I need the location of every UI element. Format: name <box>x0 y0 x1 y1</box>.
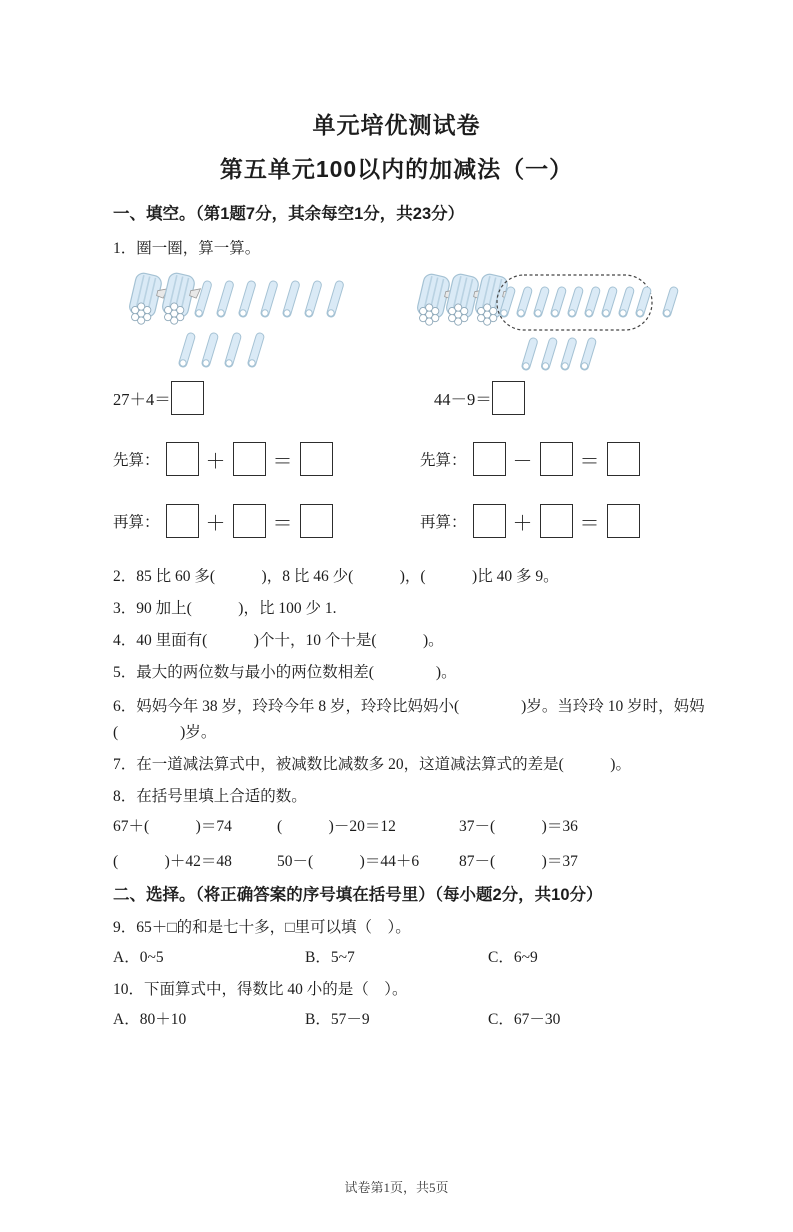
answer-box <box>540 442 573 476</box>
question-3: 3．90 加上( )，比 100 少 1. <box>113 600 337 617</box>
page-title: 单元培优测试卷 <box>312 112 481 138</box>
question-7: 7．在一道减法算式中，被减数比减数多 20，这道减法算式的差是( )。 <box>113 756 631 773</box>
question-9-prompt: 9．65＋□的和是七十多，□里可以填（ ）。 <box>113 919 411 936</box>
equation-text: 44－9＝ <box>434 390 492 409</box>
option-b: B．5~7 <box>305 949 355 966</box>
q8-equation: ( )－20＝12 <box>277 818 396 835</box>
equals-operator: ＝ <box>272 450 293 473</box>
q1-right-column <box>420 380 750 540</box>
question-4: 4．40 里面有( )个十，10 个十是( )。 <box>113 632 444 649</box>
step-label: 先算： <box>113 452 160 469</box>
answer-box <box>171 381 204 415</box>
sticks-svg <box>113 262 773 374</box>
minus-operator: － <box>512 450 533 473</box>
step-label: 先算： <box>420 452 467 469</box>
answer-box <box>300 504 333 538</box>
option-c: C．67－30 <box>488 1011 561 1028</box>
question-1-equations <box>113 380 750 540</box>
answer-box <box>166 442 199 476</box>
option-c: C．6~9 <box>488 949 538 966</box>
answer-box <box>540 504 573 538</box>
question-10-options <box>113 1009 750 1031</box>
q8-equation: 67＋( )＝74 <box>113 818 232 835</box>
answer-box <box>233 504 266 538</box>
answer-box <box>607 504 640 538</box>
q1-left-column <box>113 380 408 540</box>
step-label: 再算： <box>113 514 160 531</box>
option-a: A．80＋10 <box>113 1011 187 1028</box>
question-1-prompt: 1．圈一圈，算一算。 <box>113 240 261 257</box>
option-a: A．0~5 <box>113 949 164 966</box>
q1-left-step1 <box>113 440 408 478</box>
question-6: 6．妈妈今年 38 岁，玲玲今年 8 岁，玲玲比妈妈小( )岁。当玲玲 10 岁时，妈妈( )岁。 <box>113 698 705 741</box>
question-10-prompt: 10．下面算式中，得数比 40 小的是（ ）。 <box>113 981 408 998</box>
plus-operator: ＋ <box>205 450 226 473</box>
equals-operator: ＝ <box>579 450 600 473</box>
plus-operator: ＋ <box>512 512 533 535</box>
q1-left-step2 <box>113 502 408 540</box>
equation-text: 27＋4＝ <box>113 390 171 409</box>
option-b: B．57－9 <box>305 1011 370 1028</box>
q8-equation: 87－( )＝37 <box>459 853 578 870</box>
q1-right-step1 <box>420 440 750 478</box>
question-8-equations <box>113 816 750 873</box>
answer-box <box>300 442 333 476</box>
equals-operator: ＝ <box>579 512 600 535</box>
page-footer: 试卷第1页，共5页 <box>344 1180 449 1195</box>
question-5: 5．最大的两位数与最小的两位数相差( )。 <box>113 664 457 681</box>
question-9-options <box>113 947 750 969</box>
q8-equation: 50－( )＝44＋6 <box>277 853 420 870</box>
answer-box <box>473 442 506 476</box>
q1-left-equation <box>113 380 408 416</box>
question-2: 2．85 比 60 多( )，8 比 46 少( )，( )比 40 多 9。 <box>113 568 559 585</box>
answer-box <box>607 442 640 476</box>
sticks-illustration <box>113 262 773 374</box>
answer-box <box>492 381 525 415</box>
q8-equation: 37－( )＝36 <box>459 818 578 835</box>
answer-box <box>473 504 506 538</box>
step-label: 再算： <box>420 514 467 531</box>
q1-right-equation <box>420 380 750 416</box>
plus-operator: ＋ <box>205 512 226 535</box>
q8-equation: ( )＋42＝48 <box>113 853 232 870</box>
question-8-prompt: 8．在括号里填上合适的数。 <box>113 788 307 805</box>
paper-content <box>113 202 750 1031</box>
answer-box <box>166 504 199 538</box>
answer-box <box>233 442 266 476</box>
equals-operator: ＝ <box>272 512 293 535</box>
section-choice-heading: 二、选择。（将正确答案的序号填在括号里）（每小题2分，共10分） <box>113 886 603 904</box>
section-fill-heading: 一、填空。（第1题7分，其余每空1分，共23分） <box>113 205 465 223</box>
q1-right-step2 <box>420 502 750 540</box>
page-subtitle: 第五单元100以内的加减法（一） <box>219 156 574 182</box>
